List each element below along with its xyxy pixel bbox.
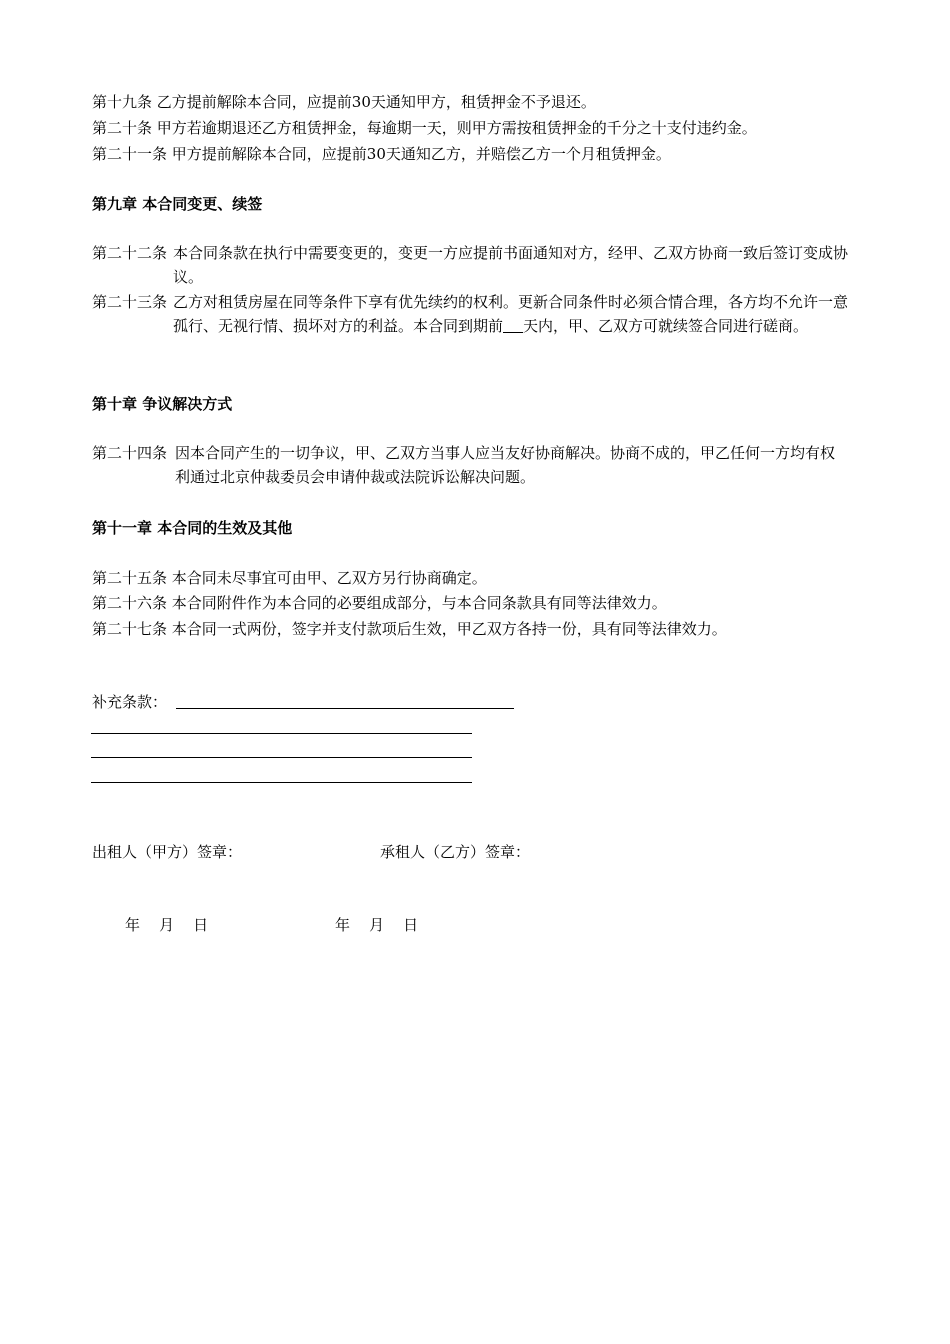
supplement-line-2[interactable]	[91, 733, 472, 734]
supplement-line-3[interactable]	[91, 757, 472, 758]
supplement-label: 补充条款：	[92, 693, 168, 711]
article-24	[92, 441, 850, 489]
chapter-9-heading: 第九章 本合同变更、续签	[92, 195, 263, 213]
article-20	[92, 116, 757, 140]
article-number: 第二十二条	[92, 244, 168, 262]
days-blank-field[interactable]	[503, 316, 523, 333]
article-number: 第二十四条	[92, 444, 168, 462]
article-text: 甲方若逾期退还乙方租赁押金，每逾期一天，则甲方需按租赁押金的千分之十支付违约金。	[156, 119, 757, 137]
tenant-date: 年 月 日	[335, 916, 419, 934]
article-26	[92, 591, 667, 615]
article-number: 第十九条	[92, 93, 153, 111]
article-text-part-b: 天内，甲、乙双方可就续签合同进行磋商。	[523, 317, 809, 335]
article-23	[92, 290, 850, 338]
article-25	[92, 566, 487, 590]
article-text: 本合同条款在执行中需要变更的，变更一方应提前书面通知对方，经甲、乙双方协商一致后签订变成协议。	[173, 244, 849, 286]
article-21	[92, 142, 671, 166]
supplement-line-4[interactable]	[91, 782, 472, 783]
article-text: 本合同一式两份，签字并支付款项后生效，甲乙双方各持一份，具有同等法律效力。	[171, 620, 727, 638]
article-text: 因本合同产生的一切争议，甲、乙双方当事人应当友好协商解决。协商不成的，甲乙任何一方均有权利通过北京仲裁委员会申请仲裁或法院诉讼解决问题。	[175, 444, 836, 486]
chapter-10-heading: 第十章 争议解决方式	[92, 395, 233, 413]
article-text: 甲方提前解除本合同，应提前30天通知乙方，并赔偿乙方一个月租赁押金。	[171, 145, 671, 163]
article-text: 本合同附件作为本合同的必要组成部分，与本合同条款具有同等法律效力。	[171, 594, 667, 612]
article-number: 第二十六条	[92, 594, 168, 612]
article-text: 本合同未尽事宜可由甲、乙双方另行协商确定。	[171, 569, 487, 587]
article-text	[167, 290, 850, 338]
article-text-part-a: 乙方对租赁房屋在同等条件下享有优先续约的权利。更新合同条件时必须合情合理，各方均不允许一意孤行、无视行情、损坏对方的利益。本合同到期前	[173, 293, 849, 335]
article-22	[92, 241, 850, 289]
article-text: 乙方提前解除本合同，应提前30天通知甲方，租赁押金不予退还。	[156, 93, 596, 111]
article-number: 第二十五条	[92, 569, 168, 587]
tenant-signature-label: 承租人（乙方）签章：	[380, 843, 531, 861]
article-number: 第二十三条	[92, 293, 168, 311]
article-number: 第二十条	[92, 119, 153, 137]
article-19	[92, 90, 596, 114]
supplement-line-1[interactable]	[176, 708, 514, 709]
chapter-11-heading: 第十一章 本合同的生效及其他	[92, 519, 293, 537]
article-number: 第二十一条	[92, 145, 168, 163]
article-27	[92, 617, 727, 641]
landlord-date: 年 月 日	[125, 916, 209, 934]
article-number: 第二十七条	[92, 620, 168, 638]
landlord-signature-label: 出租人（甲方）签章：	[92, 843, 243, 861]
